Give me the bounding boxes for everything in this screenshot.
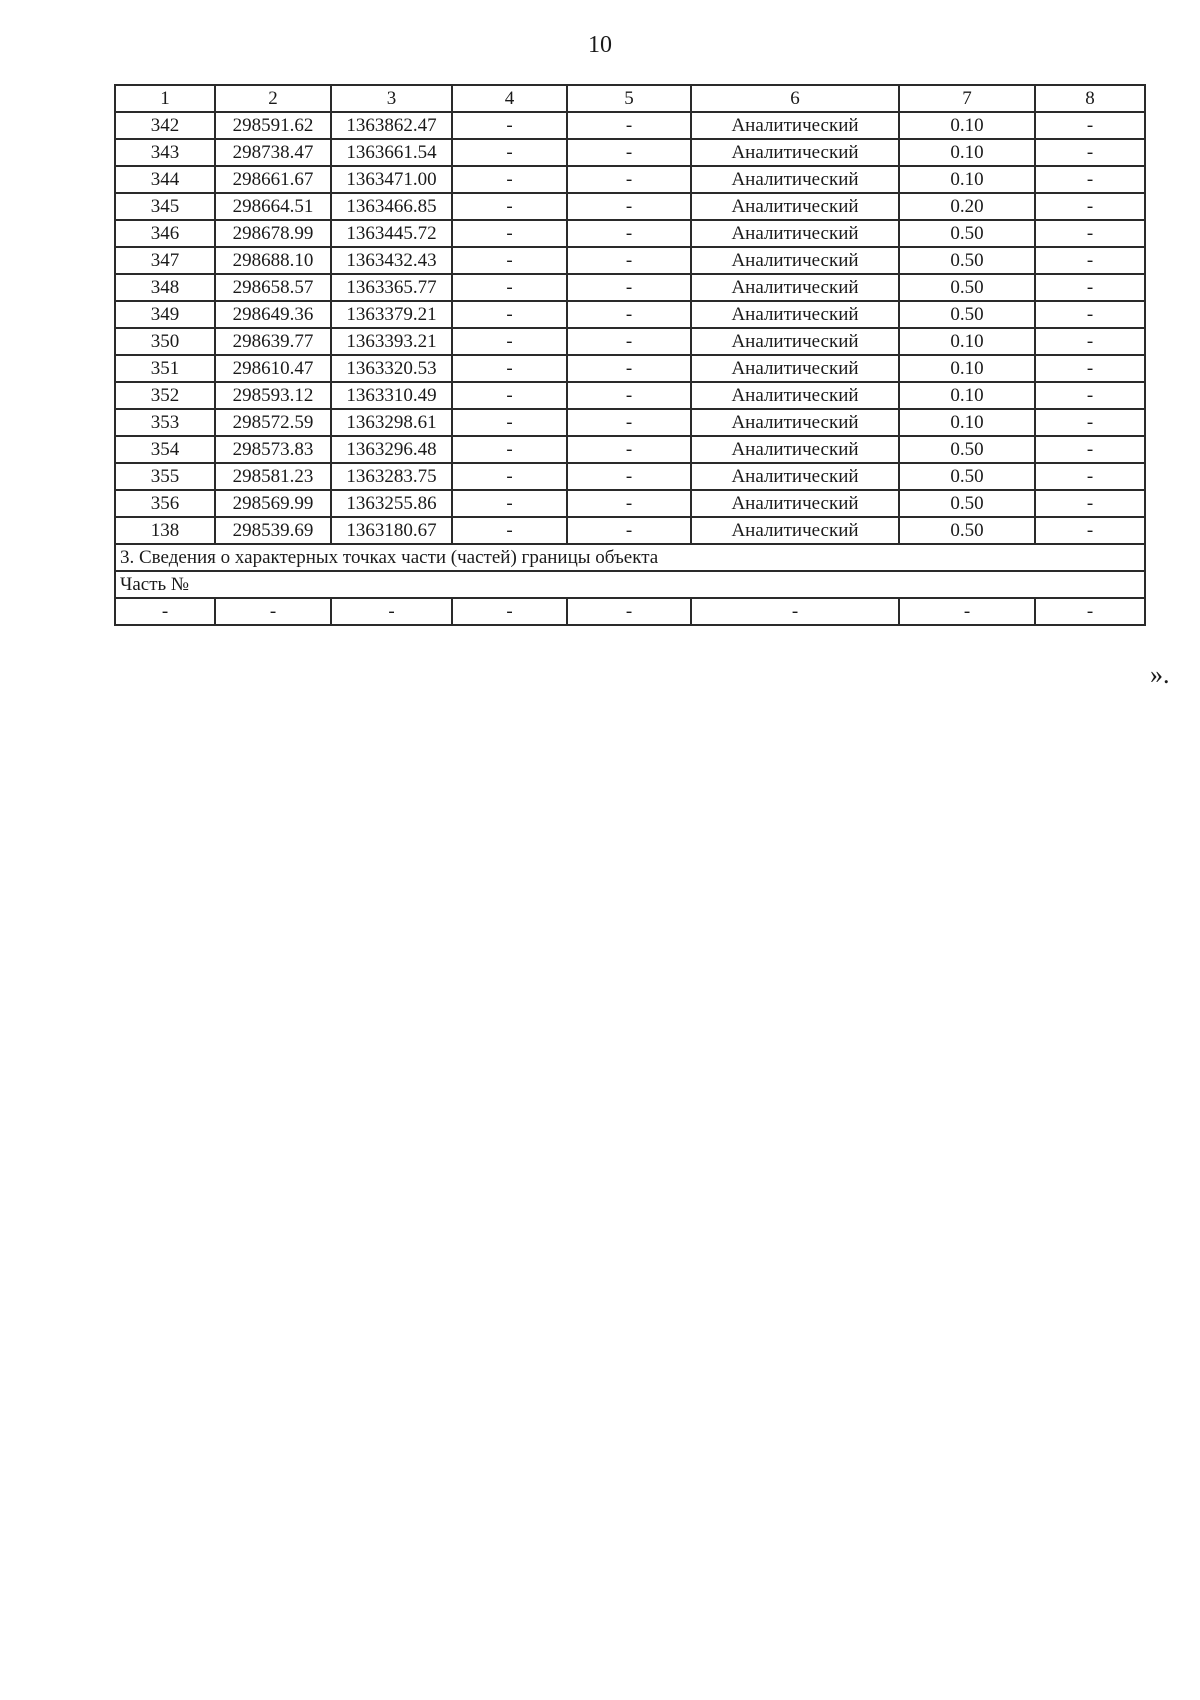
precision-cell: 0.50 [899, 517, 1035, 544]
column-4-cell: - [452, 166, 567, 193]
column-5-cell: - [567, 409, 691, 436]
column-number-cell: 6 [691, 85, 899, 112]
column-number-cell: 1 [115, 85, 215, 112]
method-cell: Аналитический [691, 274, 899, 301]
method-cell: Аналитический [691, 193, 899, 220]
method-cell: Аналитический [691, 409, 899, 436]
table-row [115, 490, 1145, 517]
column-5-cell: - [567, 193, 691, 220]
precision-cell: 0.50 [899, 247, 1035, 274]
method-cell: Аналитический [691, 220, 899, 247]
x-coordinate-cell: 298539.69 [215, 517, 331, 544]
table-body [115, 85, 1145, 625]
table-row [115, 166, 1145, 193]
part-label: Часть № [115, 571, 1145, 598]
y-coordinate-cell: 1363320.53 [331, 355, 452, 382]
y-coordinate-cell: 1363466.85 [331, 193, 452, 220]
column-5-cell: - [567, 328, 691, 355]
point-number-cell: 346 [115, 220, 215, 247]
point-number-cell: 353 [115, 409, 215, 436]
point-number-cell: 348 [115, 274, 215, 301]
x-coordinate-cell: 298581.23 [215, 463, 331, 490]
y-coordinate-cell: 1363283.75 [331, 463, 452, 490]
precision-cell: 0.50 [899, 220, 1035, 247]
column-5-cell: - [567, 166, 691, 193]
section-title: 3. Сведения о характерных точках части (частей) границы объекта [115, 544, 1145, 571]
column-number-cell: 5 [567, 85, 691, 112]
y-coordinate-cell: 1363296.48 [331, 436, 452, 463]
table-row [115, 193, 1145, 220]
precision-cell: 0.10 [899, 166, 1035, 193]
table-row [115, 112, 1145, 139]
column-4-cell: - [452, 193, 567, 220]
y-coordinate-cell: 1363180.67 [331, 517, 452, 544]
column-5-cell: - [567, 463, 691, 490]
y-coordinate-cell: 1363661.54 [331, 139, 452, 166]
empty-cell: - [567, 598, 691, 625]
column-8-cell: - [1035, 112, 1145, 139]
point-number-cell: 356 [115, 490, 215, 517]
table-row [115, 274, 1145, 301]
point-number-cell: 352 [115, 382, 215, 409]
x-coordinate-cell: 298593.12 [215, 382, 331, 409]
column-8-cell: - [1035, 247, 1145, 274]
x-coordinate-cell: 298678.99 [215, 220, 331, 247]
point-number-cell: 344 [115, 166, 215, 193]
column-8-cell: - [1035, 409, 1145, 436]
column-5-cell: - [567, 112, 691, 139]
column-5-cell: - [567, 490, 691, 517]
precision-cell: 0.50 [899, 274, 1035, 301]
column-4-cell: - [452, 112, 567, 139]
column-8-cell: - [1035, 382, 1145, 409]
table-row [115, 382, 1145, 409]
table-row [115, 301, 1145, 328]
column-number-cell: 7 [899, 85, 1035, 112]
table-row [115, 220, 1145, 247]
coordinates-table [114, 84, 1146, 626]
method-cell: Аналитический [691, 247, 899, 274]
method-cell: Аналитический [691, 139, 899, 166]
x-coordinate-cell: 298649.36 [215, 301, 331, 328]
x-coordinate-cell: 298664.51 [215, 193, 331, 220]
y-coordinate-cell: 1363862.47 [331, 112, 452, 139]
column-8-cell: - [1035, 517, 1145, 544]
empty-cell: - [452, 598, 567, 625]
point-number-cell: 342 [115, 112, 215, 139]
column-5-cell: - [567, 355, 691, 382]
column-8-cell: - [1035, 139, 1145, 166]
point-number-cell: 345 [115, 193, 215, 220]
column-5-cell: - [567, 436, 691, 463]
column-4-cell: - [452, 409, 567, 436]
x-coordinate-cell: 298572.59 [215, 409, 331, 436]
coordinates-table-wrapper [114, 84, 1146, 626]
empty-cell: - [215, 598, 331, 625]
x-coordinate-cell: 298591.62 [215, 112, 331, 139]
column-8-cell: - [1035, 301, 1145, 328]
point-number-cell: 343 [115, 139, 215, 166]
y-coordinate-cell: 1363310.49 [331, 382, 452, 409]
column-4-cell: - [452, 274, 567, 301]
column-8-cell: - [1035, 490, 1145, 517]
column-4-cell: - [452, 247, 567, 274]
point-number-cell: 349 [115, 301, 215, 328]
x-coordinate-cell: 298569.99 [215, 490, 331, 517]
column-4-cell: - [452, 463, 567, 490]
y-coordinate-cell: 1363255.86 [331, 490, 452, 517]
column-5-cell: - [567, 247, 691, 274]
method-cell: Аналитический [691, 301, 899, 328]
table-row [115, 328, 1145, 355]
empty-cell: - [1035, 598, 1145, 625]
precision-cell: 0.50 [899, 463, 1035, 490]
table-row [115, 517, 1145, 544]
empty-cell: - [899, 598, 1035, 625]
precision-cell: 0.20 [899, 193, 1035, 220]
precision-cell: 0.50 [899, 490, 1035, 517]
y-coordinate-cell: 1363365.77 [331, 274, 452, 301]
column-5-cell: - [567, 382, 691, 409]
x-coordinate-cell: 298573.83 [215, 436, 331, 463]
y-coordinate-cell: 1363298.61 [331, 409, 452, 436]
table-row [115, 409, 1145, 436]
column-8-cell: - [1035, 328, 1145, 355]
x-coordinate-cell: 298688.10 [215, 247, 331, 274]
x-coordinate-cell: 298738.47 [215, 139, 331, 166]
column-number-cell: 4 [452, 85, 567, 112]
method-cell: Аналитический [691, 166, 899, 193]
column-4-cell: - [452, 517, 567, 544]
table-row [115, 436, 1145, 463]
method-cell: Аналитический [691, 112, 899, 139]
column-number-cell: 3 [331, 85, 452, 112]
column-8-cell: - [1035, 193, 1145, 220]
x-coordinate-cell: 298610.47 [215, 355, 331, 382]
precision-cell: 0.10 [899, 139, 1035, 166]
point-number-cell: 354 [115, 436, 215, 463]
empty-cell: - [115, 598, 215, 625]
empty-part-row [115, 598, 1145, 625]
column-4-cell: - [452, 436, 567, 463]
method-cell: Аналитический [691, 490, 899, 517]
method-cell: Аналитический [691, 436, 899, 463]
column-4-cell: - [452, 328, 567, 355]
table-row [115, 355, 1145, 382]
column-5-cell: - [567, 220, 691, 247]
column-8-cell: - [1035, 166, 1145, 193]
y-coordinate-cell: 1363445.72 [331, 220, 452, 247]
empty-cell: - [331, 598, 452, 625]
precision-cell: 0.10 [899, 112, 1035, 139]
column-5-cell: - [567, 274, 691, 301]
page-number: 10 [588, 32, 612, 58]
column-4-cell: - [452, 382, 567, 409]
method-cell: Аналитический [691, 463, 899, 490]
method-cell: Аналитический [691, 382, 899, 409]
column-5-cell: - [567, 517, 691, 544]
column-4-cell: - [452, 355, 567, 382]
column-8-cell: - [1035, 463, 1145, 490]
table-row [115, 139, 1145, 166]
column-5-cell: - [567, 301, 691, 328]
point-number-cell: 347 [115, 247, 215, 274]
point-number-cell: 138 [115, 517, 215, 544]
table-row [115, 247, 1145, 274]
method-cell: Аналитический [691, 355, 899, 382]
y-coordinate-cell: 1363393.21 [331, 328, 452, 355]
column-4-cell: - [452, 301, 567, 328]
x-coordinate-cell: 298639.77 [215, 328, 331, 355]
column-number-cell: 8 [1035, 85, 1145, 112]
precision-cell: 0.10 [899, 409, 1035, 436]
closing-quote-mark: ». [1150, 660, 1170, 689]
point-number-cell: 355 [115, 463, 215, 490]
precision-cell: 0.50 [899, 436, 1035, 463]
method-cell: Аналитический [691, 328, 899, 355]
point-number-cell: 350 [115, 328, 215, 355]
column-8-cell: - [1035, 274, 1145, 301]
column-5-cell: - [567, 139, 691, 166]
precision-cell: 0.50 [899, 301, 1035, 328]
column-8-cell: - [1035, 355, 1145, 382]
method-cell: Аналитический [691, 517, 899, 544]
column-8-cell: - [1035, 220, 1145, 247]
y-coordinate-cell: 1363379.21 [331, 301, 452, 328]
precision-cell: 0.10 [899, 382, 1035, 409]
point-number-cell: 351 [115, 355, 215, 382]
y-coordinate-cell: 1363432.43 [331, 247, 452, 274]
column-4-cell: - [452, 139, 567, 166]
x-coordinate-cell: 298661.67 [215, 166, 331, 193]
y-coordinate-cell: 1363471.00 [331, 166, 452, 193]
column-4-cell: - [452, 220, 567, 247]
precision-cell: 0.10 [899, 355, 1035, 382]
x-coordinate-cell: 298658.57 [215, 274, 331, 301]
part-label-row [115, 571, 1145, 598]
column-number-cell: 2 [215, 85, 331, 112]
column-number-row [115, 85, 1145, 112]
empty-cell: - [691, 598, 899, 625]
table-row [115, 463, 1145, 490]
section-title-row [115, 544, 1145, 571]
column-8-cell: - [1035, 436, 1145, 463]
column-4-cell: - [452, 490, 567, 517]
precision-cell: 0.10 [899, 328, 1035, 355]
